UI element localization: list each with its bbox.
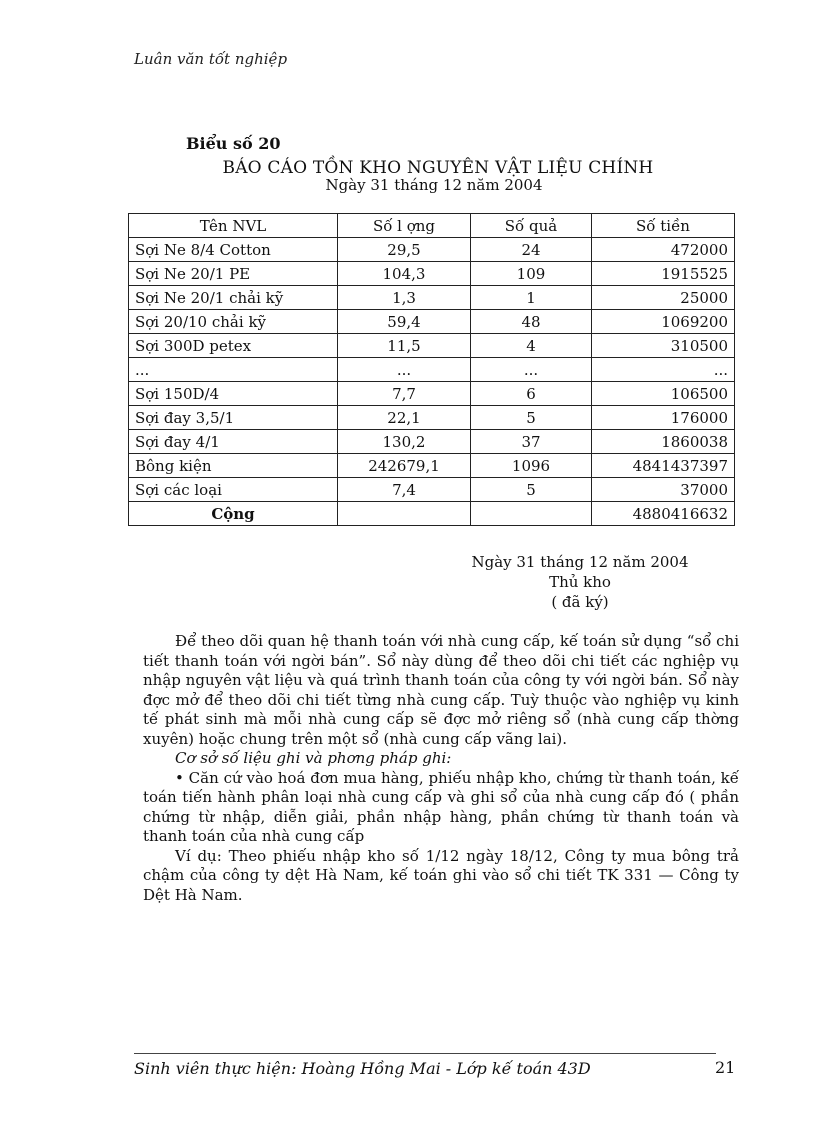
cell-count: 24 <box>471 238 592 262</box>
column-header-amount: Số tiền <box>592 214 735 238</box>
cell-name: Sợi Ne 20/1 PE <box>129 262 338 286</box>
cell-count: 5 <box>471 478 592 502</box>
table-row <box>129 430 735 454</box>
cell-amount: 1069200 <box>592 310 735 334</box>
body-text <box>143 632 739 905</box>
cell-count: 1 <box>471 286 592 310</box>
table-row <box>129 454 735 478</box>
cell-count: 109 <box>471 262 592 286</box>
total-amount: 4880416632 <box>592 502 735 526</box>
cell-amount: ... <box>592 358 735 382</box>
cell-name: Sợi 20/10 chải kỹ <box>129 310 338 334</box>
cell-name: Sợi các loại <box>129 478 338 502</box>
cell-name: Sợi 150D/4 <box>129 382 338 406</box>
page-number: 21 <box>715 1058 736 1077</box>
cell-quantity: 7,7 <box>338 382 471 406</box>
cell-amount: 25000 <box>592 286 735 310</box>
table-row <box>129 238 735 262</box>
cell-quantity: 130,2 <box>338 430 471 454</box>
cell-quantity: 104,3 <box>338 262 471 286</box>
table-row <box>129 358 735 382</box>
inventory-table <box>128 213 735 526</box>
paragraph-subheading: Cơ sở số liệu ghi và phơng pháp ghi: <box>175 749 452 767</box>
cell-quantity: 242679,1 <box>338 454 471 478</box>
cell-quantity: 1,3 <box>338 286 471 310</box>
cell-count: 37 <box>471 430 592 454</box>
report-title: BÁO CÁO TỒN KHO NGUYÊN VẬT LIỆU CHÍNH <box>222 158 654 178</box>
table-row <box>129 478 735 502</box>
cell-quantity: 7,4 <box>338 478 471 502</box>
cell-name: Sợi Ne 8/4 Cotton <box>129 238 338 262</box>
table-row <box>129 382 735 406</box>
signature-status: ( đã ký) <box>551 593 609 611</box>
document-header-title: Luân văn tốt nghiệp <box>134 50 288 68</box>
cell-quantity: 59,4 <box>338 310 471 334</box>
signature-date: Ngày 31 tháng 12 năm 2004 <box>471 553 689 571</box>
table-row <box>129 334 735 358</box>
cell-name: Sợi 300D petex <box>129 334 338 358</box>
cell-empty <box>471 502 592 526</box>
cell-amount: 4841437397 <box>592 454 735 478</box>
cell-quantity: 29,5 <box>338 238 471 262</box>
cell-count: 4 <box>471 334 592 358</box>
paragraph: • Căn cứ vào hoá đơn mua hàng, phiếu nhập kho, chứng từ thanh toán, kế toán tiến hành phân loại nhà cung cấp và ghi sổ của nhà cung cấp đó ( phần chứng từ nhập, diễn giải, phần nhập hàng, phần chứng từ thanh toán và thanh toán của nhà cung cấp <box>143 768 739 845</box>
paragraph: Để theo dõi quan hệ thanh toán với nhà cung cấp, kế toán sử dụng “sổ chi tiết thanh toán với ngời bán”. Sổ này dùng để theo dõi chi tiết các nghiệp vụ nhập nguyên vật liệu và quá trình thanh toán của công ty với ngời bán. Sổ này đợc mở để theo dõi chi tiết từng nhà cung cấp. Tuỳ thuộc vào nghiệp vụ kinh tế phát sinh mà mỗi nhà cung cấp sẽ đợc mở riêng sổ (nhà cung cấp thờng xuyên) hoặc chung trên một sổ (nhà cung cấp vãng lai). <box>143 632 739 748</box>
cell-count: 6 <box>471 382 592 406</box>
cell-quantity: 11,5 <box>338 334 471 358</box>
total-label: Cộng <box>129 502 338 526</box>
cell-amount: 310500 <box>592 334 735 358</box>
cell-name: Sợi đay 4/1 <box>129 430 338 454</box>
cell-count: 5 <box>471 406 592 430</box>
cell-name: ... <box>129 358 338 382</box>
cell-amount: 106500 <box>592 382 735 406</box>
signature-role: Thủ kho <box>549 573 611 591</box>
table-header-row <box>129 214 735 238</box>
column-header-count: Số quả <box>471 214 592 238</box>
column-header-name: Tên NVL <box>129 214 338 238</box>
cell-quantity: ... <box>338 358 471 382</box>
report-date: Ngày 31 tháng 12 năm 2004 <box>325 176 543 194</box>
cell-amount: 472000 <box>592 238 735 262</box>
cell-count: 48 <box>471 310 592 334</box>
cell-amount: 1860038 <box>592 430 735 454</box>
form-label: Biểu số 20 <box>186 134 281 153</box>
cell-name: Sợi Ne 20/1 chải kỹ <box>129 286 338 310</box>
signature-block <box>440 552 720 612</box>
table-row <box>129 406 735 430</box>
cell-amount: 1915525 <box>592 262 735 286</box>
table-total-row <box>129 502 735 526</box>
footer-text: Sinh viên thực hiện: Hoàng Hồng Mai - Lớp kế toán 43D <box>134 1059 591 1078</box>
footer-divider <box>134 1053 716 1054</box>
table-row <box>129 262 735 286</box>
table-row <box>129 286 735 310</box>
cell-count: 1096 <box>471 454 592 478</box>
table-row <box>129 310 735 334</box>
cell-name: Sợi đay 3,5/1 <box>129 406 338 430</box>
cell-amount: 176000 <box>592 406 735 430</box>
cell-amount: 37000 <box>592 478 735 502</box>
cell-count: ... <box>471 358 592 382</box>
cell-quantity: 22,1 <box>338 406 471 430</box>
paragraph: Ví dụ: Theo phiếu nhập kho số 1/12 ngày 18/12, Công ty mua bông trả chậm của công ty dệt Hà Nam, kế toán ghi vào sổ chi tiết TK 331 — Công ty Dệt Hà Nam. <box>143 846 739 904</box>
cell-name: Bông kiện <box>129 454 338 478</box>
column-header-quantity: Số l ợng <box>338 214 471 238</box>
cell-empty <box>338 502 471 526</box>
